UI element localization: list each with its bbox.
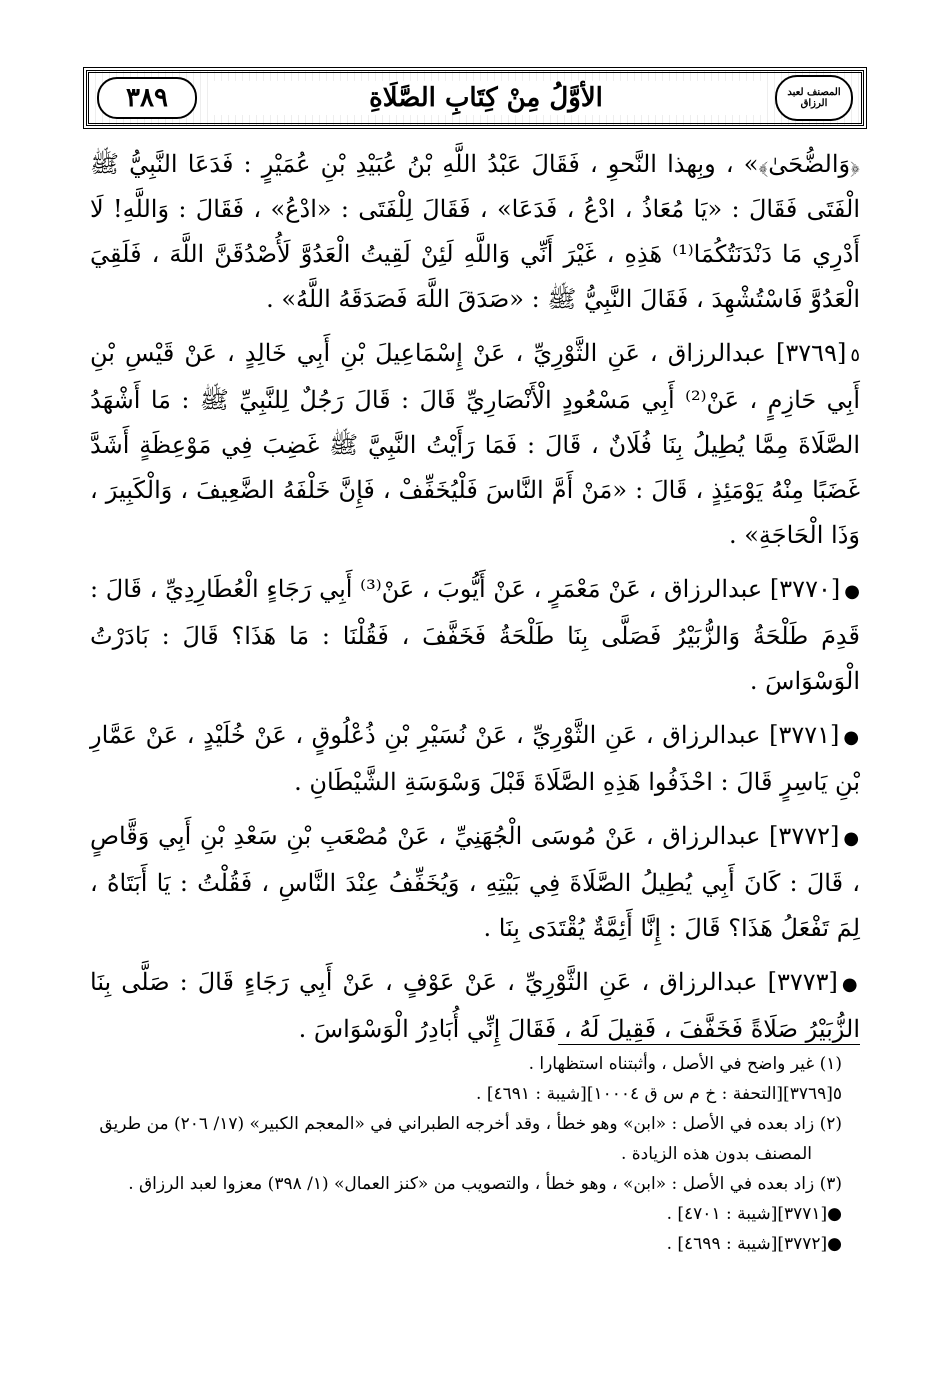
footnote-divider: [558, 1044, 860, 1045]
hadith-marker: ●: [844, 581, 860, 602]
page-number-text: ٣٨٩: [126, 83, 168, 113]
logo-text: المصنف لعبد الرزاق: [787, 87, 841, 109]
hadith-3773: [90, 960, 860, 1052]
running-title: الأوَّلُ مِنْ كِتَابِ الصَّلَاةِ: [211, 81, 761, 115]
footnote-1: (١) غير واضح في الأصل ، وأثبتناه استظهارا .: [528, 1054, 842, 1074]
page-header: [86, 70, 864, 126]
hadith-number: [٣٧٦٩]: [776, 339, 847, 367]
hadith-number: [٣٧٧٢]: [769, 822, 840, 850]
hadith-text: عبدالرزاق ، عَنِ الثَّوْرِيِّ ، عَنْ نُسَيْرِ بْنِ ذُعْلُوقٍ ، عَنْ خُلَيْدٍ ، عَنْ عَمَّارِ بْنِ يَاسِرٍ قَالَ : احْذَفُوا هَذِهِ الصَّلَاةَ قَبْلَ وَسْوَسَةِ الشَّيْطَانِ .: [90, 721, 860, 796]
hadith-number: [٣٧٧٠]: [769, 575, 841, 603]
hadith-3771: [90, 713, 860, 805]
hadith-3770: [90, 567, 860, 704]
hadith-text: عبدالرزاق ، عَنْ مَعْمَرٍ ، عَنْ أَيُّوبَ ، عَنْ⁽³⁾ أَبِي رَجَاءٍ الْعُطَارِدِيِّ ، قَالَ : قَدِمَ طَلْحَةُ وَالزُّبَيْرُ فَصَلَّى بِنَا طَلْحَةُ فَخَفَّفَ ، فَقُلْنَا : مَا هَذَا؟ قَالَ : بَادَرْتُ الْوَسْوَاسَ .: [90, 575, 860, 695]
footnote-2: (٢) زاد بعده في الأصل : «ابن» وهو خطأ ، وقد أخرجه الطبراني في «المعجم الكبير» (١٧/ ٢٠٦) من طريق: [99, 1114, 842, 1134]
hadith-number: [٣٧٧١]: [769, 721, 840, 749]
footnote-ref-3772: ●[٣٧٧٢][شيبة : ٤٦٩٩] .: [666, 1234, 842, 1254]
hadith-text: عبدالرزاق ، عَنِ الثَّوْرِيِّ ، عَنْ إِسْمَاعِيلَ بْنِ أَبِي خَالِدٍ ، عَنْ قَيْسِ بْنِ أَبِي حَازِمٍ ، عَنْ⁽²⁾ أَبِي مَسْعُودٍ الْأَنْصَارِيِّ قَالَ : قَالَ رَجُلٌ لِلنَّبِيِّ ﷺ : مَا أَشْهَدُ الصَّلَاةَ مِمَّا يُطِيلُ بِنَا فُلَانٌ ، قَالَ : فَمَا رَأَيْتُ النَّبِيَّ ﷺ غَضِبَ فِي مَوْعِظَةٍ أَشَدَّ غَضَبًا مِنْهُ يَوْمَئِذٍ ، قَالَ : «مَنْ أَمَّ النَّاسَ فَلْيُخَفِّفْ ، فَإِنَّ خَلْفَهُ الضَّعِيفَ ، وَالْكَبِيرَ ، وَذَا الْحَاجَةِ» .: [90, 339, 860, 549]
hadith-text: عبدالرزاق ، عَنِ الثَّوْرِيِّ ، عَنْ عَوْفٍ ، عَنْ أَبِي رَجَاءٍ قَالَ : صَلَّى بِنَا الزُّبَيْرُ صَلَاةً فَخَفَّفَ ، فَقِيلَ لَهُ ، فَقَالَ إِنِّي أُبَادِرُ الْوَسْوَاسَ .: [90, 968, 860, 1043]
hadith-marker: ٥: [850, 345, 860, 366]
hadith-marker: ●: [843, 727, 860, 748]
hadith-3769: [90, 331, 860, 558]
footnote-ref-3771: ●[٣٧٧١][شيبة : ٤٧٠١] .: [666, 1204, 842, 1224]
page-number: [97, 77, 197, 119]
footnote-ref-3769: ٥[٣٧٦٩][التحفة : خ م س ق ١٠٠٠٤][شيبة : ٤٦٩١] .: [476, 1084, 842, 1104]
hadith-marker: ●: [841, 974, 860, 995]
hadith-3772: [90, 814, 860, 951]
hadith-marker: ●: [843, 828, 860, 849]
footnotes: [90, 1044, 860, 1259]
footnote-2-continuation: المصنف بدون هذه الزيادة .: [620, 1144, 812, 1164]
hadith-text: عبدالرزاق ، عَنْ مُوسَى الْجُهَنِيِّ ، عَنْ مُصْعَبِ بْنِ سَعْدِ بْنِ أَبِي وَقَّاصٍ ، قَالَ : كَانَ أَبِي يُطِيلُ الصَّلَاةَ فِي بَيْتِهِ ، وَيُخَفِّفُ عِنْدَ النَّاسِ ، فَقُلْتُ : يَا أَبَتَاهُ ، لِمَ تَفْعَلُ هَذَا؟ قَالَ : إِنَّا أَئِمَّةٌ يُقْتَدَى بِنَا .: [90, 822, 860, 942]
publisher-logo: [775, 75, 853, 121]
intro-paragraph: ﴿وَالضُّحَىٰ﴾» ، وبِهذا النَّحوِ ، فَقَالَ عَبْدُ اللَّهِ بْنُ عُبَيْدِ بْنِ عُمَيْرٍ : فَدَعَا النَّبِيُّ ﷺ الْفَتَى فَقَالَ : «يَا مُعَاذُ ، ادْعُ ، فَدَعَا» ، فَقَالَ لِلْفَتَى : «ادْعُ» ، فَقَالَ : وَاللَّهِ! لَا أَدْرِي مَا دَنْدَنَتُكُمَا⁽¹⁾ هَذِهِ ، غَيْرَ أَنِّي وَاللَّهِ لَئِنْ لَقِيتُ الْعَدُوَّ لَأُصْدُقَنَّ اللَّهَ ، فَلَقِيَ الْعَدُوَّ فَاسْتُشْهِدَ ، فَقَالَ النَّبِيُّ ﷺ : «صَدَقَ اللَّهَ فَصَدَقَهُ اللَّهُ» .: [90, 150, 860, 313]
main-text: [90, 142, 860, 1061]
footnote-3: (٣) زاد بعده في الأصل : «ابن» ، وهو خطأ ، والتصويب من «كنز العمال» (١/ ٣٩٨) معزوا لعبد الرزاق .: [128, 1174, 842, 1194]
hadith-number: [٣٧٧٣]: [767, 968, 838, 996]
